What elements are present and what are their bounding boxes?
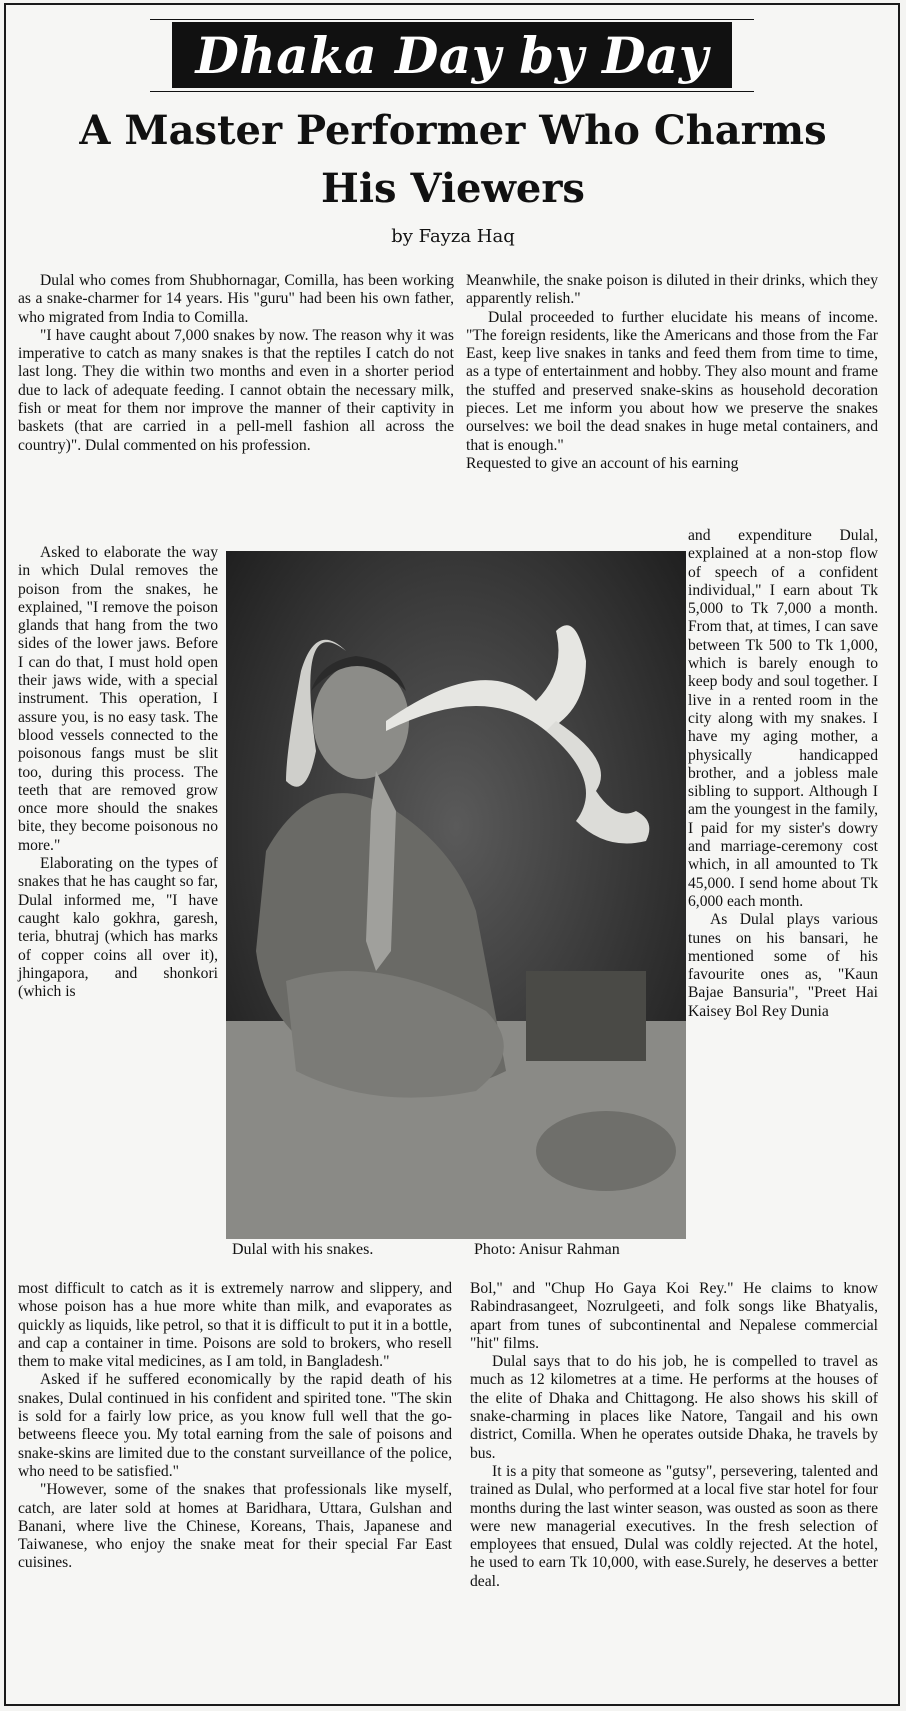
paragraph: "However, some of the snakes that professionals like myself, catch, are later sold at homes at Baridhara, Uttara, Gulshan and Banani, where live the Chinese, Koreans, Thais, Japanese and Taiwanese, who enjoy the snake meat for their special Far East cuisines. <box>18 1481 452 1572</box>
photo-snake-charmer <box>226 551 686 1239</box>
column-1-top <box>18 272 454 455</box>
column-2-narrow <box>688 527 878 1021</box>
column-1-bottom <box>18 1280 452 1573</box>
headline-line-1: A Master Performer Who Charms <box>79 107 827 154</box>
photo-caption: Dulal with his snakes. <box>232 1241 374 1258</box>
paragraph: Dulal proceeded to further elucidate his means of income. "The foreign residents, like the Americans and those from the Far East, keep live snakes in tanks and feed them from time to time, as a type of entertainment and hobby. They also mount and frame the stuffed and preserved snake-skins as household decoration pieces. Let me inform you about how we preserve the snakes ourselves: we boil the dead snakes in huge metal containers, and that is enough." <box>466 308 878 454</box>
photo-credit: Photo: Anisur Rahman <box>474 1241 620 1258</box>
column-2-bottom <box>470 1280 878 1591</box>
paragraph: most difficult to catch as it is extremely narrow and slippery, and whose poison has a hue more white than milk, and evaporates as quickly as liquids, like petrol, so that it is difficult to put it in a bottle, and cap a container in time. Poisons are sold to brokers, who resell them to make vital medicines, as I am told, in Bangladesh." <box>18 1280 452 1371</box>
paragraph: Meanwhile, the snake poison is diluted in their drinks, which they apparently relish." <box>466 272 878 308</box>
paragraph: It is a pity that someone as "gutsy", persevering, talented and trained as Dulal, who performed at a local five star hotel for four months during the last winter season, was ousted as soon as there were new managerial executives. In the fresh selection of employees that ensued, Dulal was coldly rejected. At the hotel, he used to earn Tk 10,000, with ease.Surely, he deserves a better deal. <box>470 1462 878 1590</box>
paragraph: Requested to give an account of his earning <box>466 454 739 472</box>
photo-illustration <box>226 551 686 1239</box>
paragraph: Dulal who comes from Shubhornagar, Comilla, has been working as a snake-charmer for 14 years. His "guru" had been his own father, who migrated from India to Comilla. <box>18 272 454 326</box>
section-banner: Dhaka Day by Day <box>172 22 732 88</box>
paragraph: As Dulal plays various tunes on his bansari, he mentioned some of his favourite ones as, "Kaun Bajae Bansuria", "Preet Hai Kaisey Bol Rey Dunia <box>688 911 878 1020</box>
paragraph: Dulal says that to do his job, he is compelled to travel as much as 12 kilometres at a time. He performs at the houses of the elite of Dhaka and Chittagong. He also shows his skill of snake-charming in places like Natore, Tangail and his own district, Comilla. When he operates outside Dhaka, he travels by bus. <box>470 1353 878 1462</box>
banner-rule-bottom <box>150 91 754 92</box>
paragraph: Asked if he suffered economically by the rapid death of his snakes, Dulal continued in his confident and spirited tone. "The skin is sold for a fairly low price, as you know full well that the go-betweens fleece you. My total earning from the sale of poisons and snake-skins are limited due to the constant surveillance of the police, who need to be satisfied." <box>18 1371 452 1480</box>
paragraph: "I have caught about 7,000 snakes by now. The reason why it was imperative to catch as many snakes is that the reptiles I catch do not last long. They die within two months and even in a shorter period due to lack of adequate feeding. I cannot obtain the necessary milk, fish or meat for them nor improve the manner of their captivity in baskets (that are carried in a pell-mell fashion all across the country)". Dulal commented on his profession. <box>18 326 454 454</box>
paragraph: Elaborating on the types of snakes that he has caught so far, Dulal informed me, "I have caught kalo gokhra, garesh, teria, bhutraj (which has marks of copper coins all over it), jhingapora, and shonkori (which is <box>18 855 218 1001</box>
headline-line-2: His Viewers <box>321 165 585 212</box>
banner-rule-top <box>150 19 754 20</box>
column-2-top <box>466 272 878 473</box>
paragraph: Asked to elaborate the way in which Dulal removes the poison from the snakes, he explained, "I remove the poison glands that hang from the two sides of the lower jaws. Before I can do that, I must hold open their jaws wide, with a special instrument. This operation, I assure you, is no easy task. The blood vessels connected to the poisonous fangs must be slit too, during this process. The teeth that are removed grow once more should the snakes bite, they become poisonous no more." <box>18 544 218 854</box>
paragraph: and expenditure Dulal, explained at a non-stop flow of speech of a confident individual," I earn about Tk 5,000 to Tk 7,000 a month. From that, at times, I can save between Tk 500 to Tk 1,000, which is barely enough to keep body and soul together. I live in a rented room in the city along with my snakes. I have my aging mother, a physically handicapped brother, and a jobless male sibling to support. Although I am the youngest in the family, I paid for my sister's dowry and marriage-ceremony cost which, in all amounted to Tk 45,000. I send home about Tk 6,000 each month. <box>688 527 878 910</box>
paragraph: Bol," and "Chup Ho Gaya Koi Rey." He claims to know Rabindrasangeet, Nozrulgeeti, and folk songs like Bhatyalis, apart from tunes of subcontinental and Nepalese commercial "hit" films. <box>470 1280 878 1352</box>
column-1-narrow <box>18 544 218 1001</box>
headline <box>10 102 896 218</box>
byline: by Fayza Haq <box>391 226 515 247</box>
